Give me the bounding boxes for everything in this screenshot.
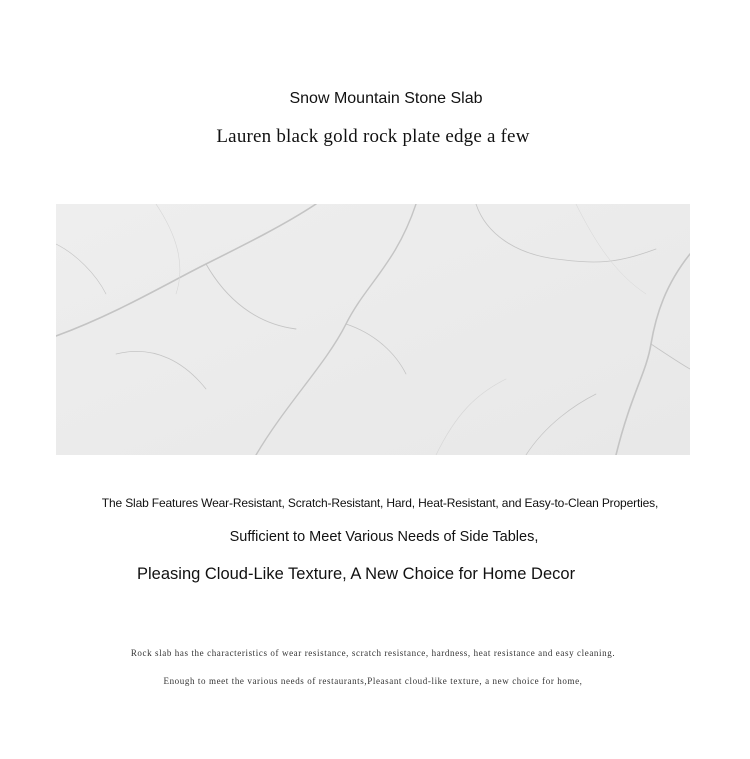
feature-line-1: The Slab Features Wear-Resistant, Scratch-Resistant, Hard, Heat-Resistant, and Easy-to-Clean Properties, bbox=[101, 496, 659, 510]
page-subtitle: Lauren black gold rock plate edge a few bbox=[216, 126, 530, 147]
description-line-1: Rock slab has the characteristics of wear resistance, scratch resistance, hardness, heat resistance and easy cleaning. bbox=[130, 648, 616, 658]
feature-line-3: Pleasing Cloud-Like Texture, A New Choice for Home Decor bbox=[137, 565, 576, 583]
marble-slab-image bbox=[56, 204, 690, 455]
description-line-2: Enough to meet the various needs of restaurants,Pleasant cloud-like texture, a new choice for home, bbox=[163, 676, 583, 686]
feature-line-2: Sufficient to Meet Various Needs of Side Tables, bbox=[229, 529, 539, 545]
page-title: Snow Mountain Stone Slab bbox=[289, 90, 483, 107]
